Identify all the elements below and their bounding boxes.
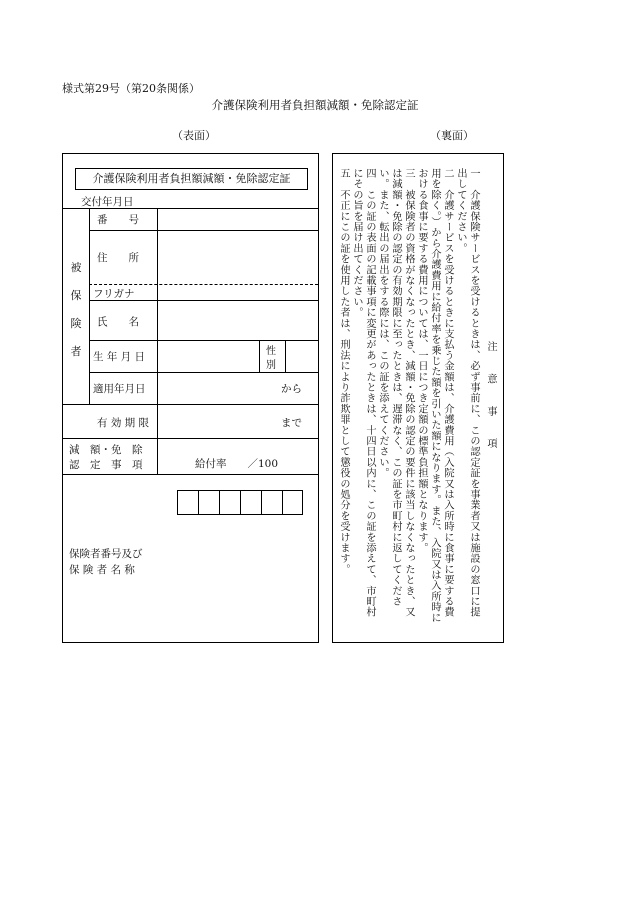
digit-box-divider — [240, 491, 241, 514]
front-side-label: （表面） — [172, 129, 216, 142]
front-panel — [62, 153, 319, 643]
divider-vertical — [89, 208, 90, 404]
certificate-title-box: 介護保険利用者負担額減額・免除認定証 — [75, 168, 308, 190]
insured-label-2: 保 — [70, 289, 82, 302]
divider — [63, 208, 318, 209]
insurer-label-line1: 保険者番号及び — [69, 548, 143, 560]
digit-box-divider — [198, 491, 199, 514]
applied-date-suffix: から — [281, 383, 302, 395]
divider-vertical — [259, 340, 260, 372]
divider-vertical — [157, 208, 158, 474]
valid-until-suffix: まで — [281, 417, 302, 429]
insurer-number-boxes — [177, 490, 303, 515]
insured-label-3: 険 — [70, 317, 82, 330]
notes-text — [337, 168, 497, 628]
notes-title: 注 意 事 項 — [485, 341, 496, 455]
divider — [63, 404, 318, 405]
divider — [89, 340, 318, 341]
back-side-label: （裏面） — [430, 129, 474, 142]
divider-dashed — [89, 284, 318, 285]
digit-box-divider — [282, 491, 283, 514]
divider — [89, 372, 318, 373]
applied-date-label: 適用年月日 — [93, 383, 146, 395]
furigana-label: フリガナ — [93, 288, 135, 300]
note-item-3: 三 被保険者の資格がなくなったとき、減額・免除の認定の要件に該当しなくなったとき、又は減額・免除の認定の有効期限に至ったときは、遅滞なく、この証を市町村に返してください。また、転出の届出をする際には、この証を添えてください。 — [377, 168, 414, 618]
divider — [63, 474, 318, 475]
valid-until-label: 有 効 期 限 — [97, 417, 150, 429]
digit-box-divider — [261, 491, 262, 514]
form-number: 様式第29号（第20条関係） — [62, 82, 200, 95]
note-item-5: 五 不正にこの証を使用した者は、刑法により詐欺罪として懲役の処分を受けます。 — [338, 168, 349, 575]
birthdate-label: 生 年 月 日 — [93, 351, 146, 363]
sex-label-bottom: 別 — [266, 360, 276, 371]
note-item-1: 一 介護保険サービスを受けるときは、必ず事前に、この認定証を事業者又は施設の窓口に提出してください。 — [455, 168, 479, 618]
divider — [89, 230, 318, 231]
reduction-label-line1: 減 額・免 除 — [69, 444, 143, 456]
sex-label-top: 性 — [266, 346, 276, 357]
address-label: 住 所 — [97, 252, 139, 264]
insured-label-4: 者 — [70, 345, 82, 358]
name-label: 氏 名 — [97, 316, 139, 328]
reduction-label-line2: 認 定 事 項 — [69, 459, 143, 471]
issue-date-label: 交付年月日 — [81, 196, 134, 208]
note-item-4: 四 この証の表面の記載事項に変更があったときは、十四日以内に、この証を添えて、市町村にその旨を届け出てください。 — [351, 168, 375, 618]
insurer-label-line2: 保 険 者 名 称 — [69, 564, 135, 576]
divider-vertical — [285, 340, 286, 372]
divider — [63, 438, 318, 439]
number-label: 番 号 — [97, 214, 139, 226]
digit-box-divider — [219, 491, 220, 514]
page-title: 介護保険利用者負担額減額・免除認定証 — [211, 98, 419, 112]
back-panel — [332, 153, 504, 643]
insured-label-1: 被 — [70, 261, 82, 274]
benefit-rate: 給付率 ／100 — [195, 458, 279, 470]
note-item-2: 二 介護サービスを受けるときに支払う金額は、介護費用（入院又は入所時に食事に要する費用を除く。）から介護費用に給付率を乗じた額を引いた額になります。また、入院又は入所時における食事に要する費用については、一日につき定額の標準負担額となります。 — [416, 168, 453, 623]
